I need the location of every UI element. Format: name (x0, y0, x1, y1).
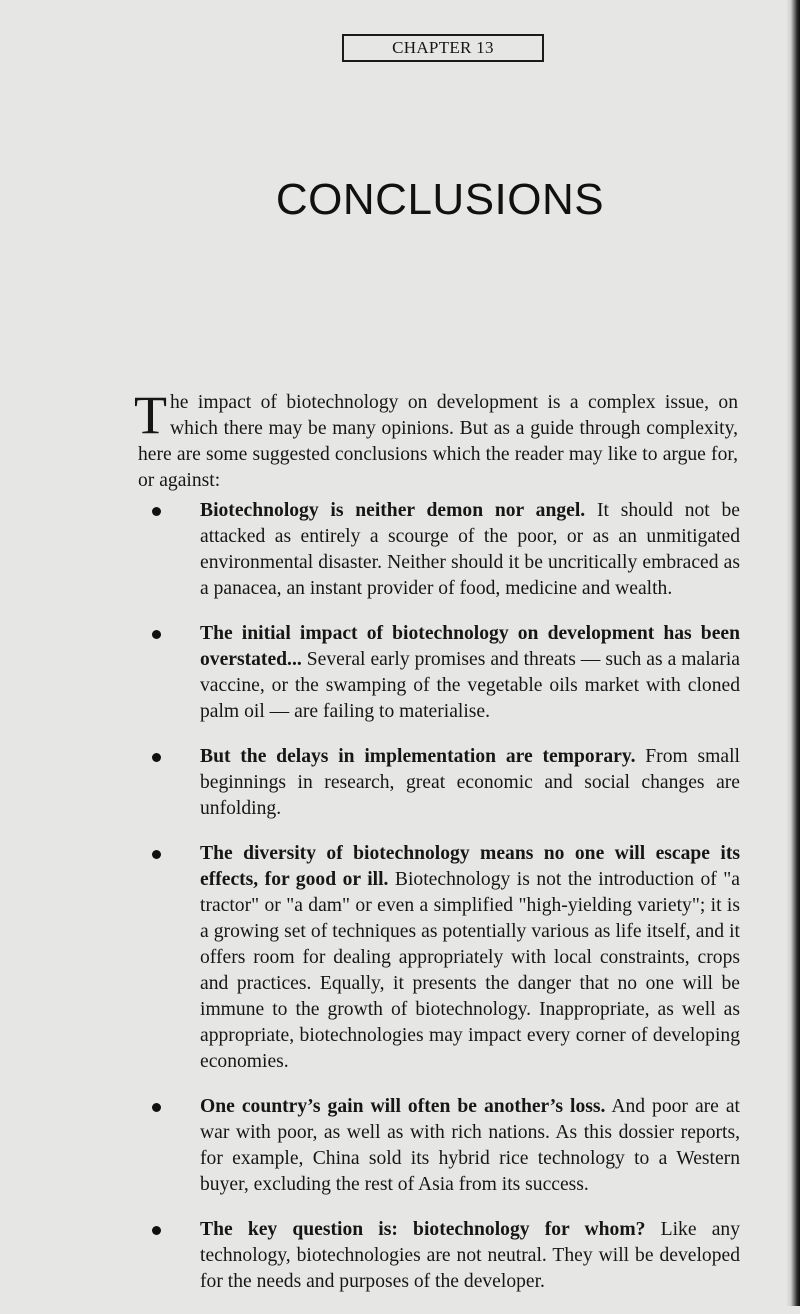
bullet-text: And poor are at war with poor, as well as with rich nations. As this dossier reports, for example, China sold its hybrid rice technology to a Western buyer, excluding the rest of Asia from its success. (200, 1096, 740, 1195)
list-item (150, 841, 740, 1075)
bullet-text: It should not be attacked as entirely a scourge of the poor, or as an unmitigated environmental disaster. Neither should it be uncritically embraced as a panacea, an instant provider of food, medicine and wealth. (200, 500, 740, 599)
page-edge-shadow (786, 0, 800, 1306)
bullet-text: Biotechnology is not the introduction of "a tractor" or "a dam" or even a simplified "high-yielding variety"; it is a growing set of techniques as potentially various as life itself, and it offers room for dealing appropriately with local constraints, crops and practices. Equally, it presents the danger that no one will be immune to the growth of biotechnology. Inappropriate, as well as appropriate, biotechnologies may impact every corner of developing economies. (200, 869, 741, 1072)
list-item (150, 744, 740, 822)
list-item (150, 1217, 740, 1295)
bullet-icon (152, 1226, 161, 1235)
drop-cap: T (134, 385, 167, 445)
list-item (150, 498, 740, 602)
list-item (150, 1094, 740, 1198)
chapter-title: CONCLUSIONS (275, 175, 605, 224)
conclusions-list (150, 498, 740, 1314)
intro-text: he impact of biotechnology on development is a complex issue, on which there may be many opinions. But as a guide through complexity, here are some suggested conclusions which the reader may like to argue for, or against: (138, 392, 738, 491)
bullet-lead: The initial impact of biotechnology on development has been overstated... (200, 623, 740, 670)
bullet-icon (152, 753, 161, 762)
bullet-icon (152, 1103, 161, 1112)
bullet-icon (152, 630, 161, 639)
chapter-label: CHAPTER 13 (342, 34, 544, 62)
bullet-text: Several early promises and threats — such as a malaria vaccine, or the swamping of the vegetable oils market with cloned palm oil — are failing to materialise. (200, 649, 740, 722)
bullet-icon (152, 850, 161, 859)
bullet-lead: The diversity of biotechnology means no one will escape its effects, for good or ill. (200, 843, 740, 890)
bullet-icon (152, 507, 161, 516)
bullet-lead: Biotechnology is neither demon nor angel. (200, 500, 586, 521)
list-item (150, 621, 740, 725)
bullet-text: Like any technology, biotechnologies are not neutral. They will be developed for the needs and purposes of the developer. (200, 1219, 740, 1292)
bullet-lead: One country’s gain will often be another’s loss. (200, 1096, 606, 1117)
bullet-lead: The key question is: biotechnology for whom? (200, 1219, 646, 1240)
bullet-lead: But the delays in implementation are temporary. (200, 746, 636, 767)
bullet-text: From small beginnings in research, great economic and social changes are unfolding. (200, 746, 740, 819)
intro-paragraph (134, 385, 738, 494)
